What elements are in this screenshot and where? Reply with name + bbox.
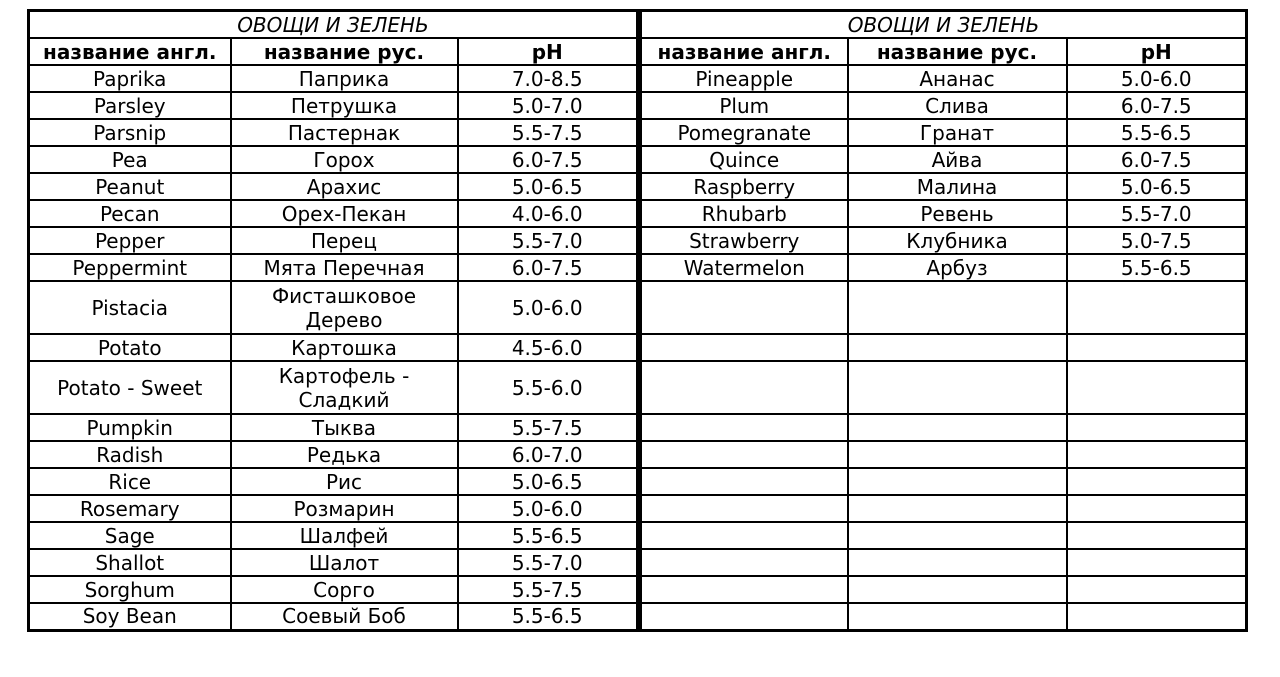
table-row xyxy=(641,200,1247,227)
cell-russian: Малина xyxy=(848,173,1067,200)
table-row xyxy=(641,468,1247,495)
table-row xyxy=(641,495,1247,522)
cell-ph: 5.0-6.0 xyxy=(1067,65,1247,92)
table-row xyxy=(641,92,1247,119)
cell-english xyxy=(641,281,848,334)
cell-english xyxy=(641,334,848,361)
cell-russian: Сорго xyxy=(231,576,458,603)
cell-english: Parsnip xyxy=(29,119,231,146)
cell-english: Pistacia xyxy=(29,281,231,334)
table-row xyxy=(641,227,1247,254)
cell-russian xyxy=(848,414,1067,441)
cell-english: Pecan xyxy=(29,200,231,227)
cell-russian: Картофель - Сладкий xyxy=(231,361,458,414)
cell-english: Potato - Sweet xyxy=(29,361,231,414)
cell-russian: Слива xyxy=(848,92,1067,119)
cell-russian xyxy=(848,603,1067,630)
cell-ph: 5.5-6.0 xyxy=(458,361,638,414)
cell-english: Shallot xyxy=(29,549,231,576)
cell-english xyxy=(641,576,848,603)
cell-russian: Розмарин xyxy=(231,495,458,522)
section-title: ОВОЩИ И ЗЕЛЕНЬ xyxy=(29,11,638,39)
cell-english: Rice xyxy=(29,468,231,495)
cell-ph xyxy=(1067,603,1247,630)
cell-russian xyxy=(848,334,1067,361)
cell-ph: 5.5-6.5 xyxy=(458,522,638,549)
table-row xyxy=(641,441,1247,468)
table-row xyxy=(641,334,1247,361)
cell-russian: Петрушка xyxy=(231,92,458,119)
cell-ph: 6.0-7.5 xyxy=(1067,92,1247,119)
cell-english: Parsley xyxy=(29,92,231,119)
cell-ph xyxy=(1067,361,1247,414)
cell-english: Pea xyxy=(29,146,231,173)
table-row xyxy=(29,173,638,200)
cell-english xyxy=(641,495,848,522)
cell-russian xyxy=(848,576,1067,603)
cell-russian: Горох xyxy=(231,146,458,173)
table-row xyxy=(641,254,1247,281)
cell-ph xyxy=(1067,576,1247,603)
cell-english: Potato xyxy=(29,334,231,361)
cell-russian: Мята Перечная xyxy=(231,254,458,281)
cell-english: Rosemary xyxy=(29,495,231,522)
cell-english: Raspberry xyxy=(641,173,848,200)
column-header-english: название англ. xyxy=(641,38,848,65)
cell-english: Pineapple xyxy=(641,65,848,92)
cell-ph: 5.5-7.0 xyxy=(458,227,638,254)
cell-english: Radish xyxy=(29,441,231,468)
cell-ph: 5.5-7.5 xyxy=(458,576,638,603)
cell-english: Quince xyxy=(641,146,848,173)
table-row xyxy=(29,522,638,549)
cell-ph: 5.0-7.0 xyxy=(458,92,638,119)
table-row xyxy=(29,576,638,603)
cell-english: Sage xyxy=(29,522,231,549)
table-row xyxy=(29,254,638,281)
table-row xyxy=(641,549,1247,576)
table-row xyxy=(29,495,638,522)
cell-english: Pepper xyxy=(29,227,231,254)
cell-english xyxy=(641,549,848,576)
table-row xyxy=(29,227,638,254)
cell-english: Rhubarb xyxy=(641,200,848,227)
cell-ph: 5.5-6.5 xyxy=(458,603,638,630)
cell-english xyxy=(641,414,848,441)
cell-english: Paprika xyxy=(29,65,231,92)
cell-russian: Ананас xyxy=(848,65,1067,92)
cell-russian: Гранат xyxy=(848,119,1067,146)
table-row xyxy=(641,146,1247,173)
vegetables-table-left xyxy=(27,9,639,632)
table-row xyxy=(641,414,1247,441)
cell-russian: Ревень xyxy=(848,200,1067,227)
cell-english: Strawberry xyxy=(641,227,848,254)
cell-english: Soy Bean xyxy=(29,603,231,630)
table-row xyxy=(641,576,1247,603)
cell-english xyxy=(641,522,848,549)
cell-ph xyxy=(1067,522,1247,549)
cell-russian: Арахис xyxy=(231,173,458,200)
cell-ph: 5.5-6.5 xyxy=(1067,119,1247,146)
cell-russian xyxy=(848,495,1067,522)
cell-russian: Шалот xyxy=(231,549,458,576)
cell-english: Peanut xyxy=(29,173,231,200)
cell-ph: 6.0-7.5 xyxy=(1067,146,1247,173)
cell-ph: 6.0-7.5 xyxy=(458,254,638,281)
table-row xyxy=(29,65,638,92)
table-row xyxy=(29,361,638,414)
cell-ph: 5.5-7.5 xyxy=(458,414,638,441)
table-row xyxy=(641,361,1247,414)
cell-ph: 7.0-8.5 xyxy=(458,65,638,92)
column-header-russian: название рус. xyxy=(231,38,458,65)
cell-ph xyxy=(1067,468,1247,495)
section-title: ОВОЩИ И ЗЕЛЕНЬ xyxy=(641,11,1247,39)
cell-russian xyxy=(848,361,1067,414)
table-row xyxy=(29,92,638,119)
table-row xyxy=(641,173,1247,200)
cell-english xyxy=(641,603,848,630)
cell-russian: Айва xyxy=(848,146,1067,173)
cell-ph: 5.0-6.5 xyxy=(458,173,638,200)
cell-russian: Орех-Пекан xyxy=(231,200,458,227)
cell-russian xyxy=(848,441,1067,468)
table-row xyxy=(29,468,638,495)
table-row xyxy=(641,522,1247,549)
cell-ph xyxy=(1067,414,1247,441)
cell-english: Watermelon xyxy=(641,254,848,281)
cell-ph: 5.5-7.0 xyxy=(1067,200,1247,227)
cell-russian: Перец xyxy=(231,227,458,254)
table-row xyxy=(641,65,1247,92)
column-header-ph: pH xyxy=(458,38,638,65)
cell-english xyxy=(641,441,848,468)
table-row xyxy=(29,119,638,146)
cell-russian: Редька xyxy=(231,441,458,468)
cell-ph xyxy=(1067,334,1247,361)
table-row xyxy=(29,549,638,576)
table-row xyxy=(29,603,638,630)
cell-english: Pomegranate xyxy=(641,119,848,146)
cell-ph: 6.0-7.0 xyxy=(458,441,638,468)
cell-ph: 4.5-6.0 xyxy=(458,334,638,361)
cell-ph: 4.0-6.0 xyxy=(458,200,638,227)
cell-english: Peppermint xyxy=(29,254,231,281)
cell-ph xyxy=(1067,281,1247,334)
cell-english xyxy=(641,361,848,414)
table-row xyxy=(29,146,638,173)
table-row xyxy=(29,334,638,361)
cell-ph: 6.0-7.5 xyxy=(458,146,638,173)
cell-russian: Арбуз xyxy=(848,254,1067,281)
cell-ph: 5.0-6.0 xyxy=(458,495,638,522)
cell-ph: 5.0-6.0 xyxy=(458,281,638,334)
table-row xyxy=(641,603,1247,630)
table-row xyxy=(29,441,638,468)
cell-ph xyxy=(1067,441,1247,468)
cell-ph xyxy=(1067,495,1247,522)
cell-russian xyxy=(848,281,1067,334)
cell-russian: Паприка xyxy=(231,65,458,92)
cell-english: Pumpkin xyxy=(29,414,231,441)
vegetables-table-right xyxy=(639,9,1248,632)
column-header-ph: pH xyxy=(1067,38,1247,65)
cell-russian xyxy=(848,549,1067,576)
cell-ph: 5.0-7.5 xyxy=(1067,227,1247,254)
table-row xyxy=(29,200,638,227)
cell-english: Sorghum xyxy=(29,576,231,603)
column-header-english: название англ. xyxy=(29,38,231,65)
cell-russian: Рис xyxy=(231,468,458,495)
cell-russian: Шалфей xyxy=(231,522,458,549)
cell-russian: Тыква xyxy=(231,414,458,441)
cell-russian: Картошка xyxy=(231,334,458,361)
cell-russian xyxy=(848,522,1067,549)
cell-russian xyxy=(848,468,1067,495)
table-row xyxy=(29,281,638,334)
table-row xyxy=(29,414,638,441)
cell-ph: 5.5-6.5 xyxy=(1067,254,1247,281)
cell-russian: Соевый Боб xyxy=(231,603,458,630)
cell-ph: 5.5-7.0 xyxy=(458,549,638,576)
cell-english xyxy=(641,468,848,495)
table-row xyxy=(641,119,1247,146)
cell-russian: Пастернак xyxy=(231,119,458,146)
cell-english: Plum xyxy=(641,92,848,119)
cell-ph: 5.0-6.5 xyxy=(458,468,638,495)
cell-russian: Фисташковое Дерево xyxy=(231,281,458,334)
table-row xyxy=(641,281,1247,334)
cell-russian: Клубника xyxy=(848,227,1067,254)
column-header-russian: название рус. xyxy=(848,38,1067,65)
cell-ph: 5.5-7.5 xyxy=(458,119,638,146)
cell-ph xyxy=(1067,549,1247,576)
cell-ph: 5.0-6.5 xyxy=(1067,173,1247,200)
